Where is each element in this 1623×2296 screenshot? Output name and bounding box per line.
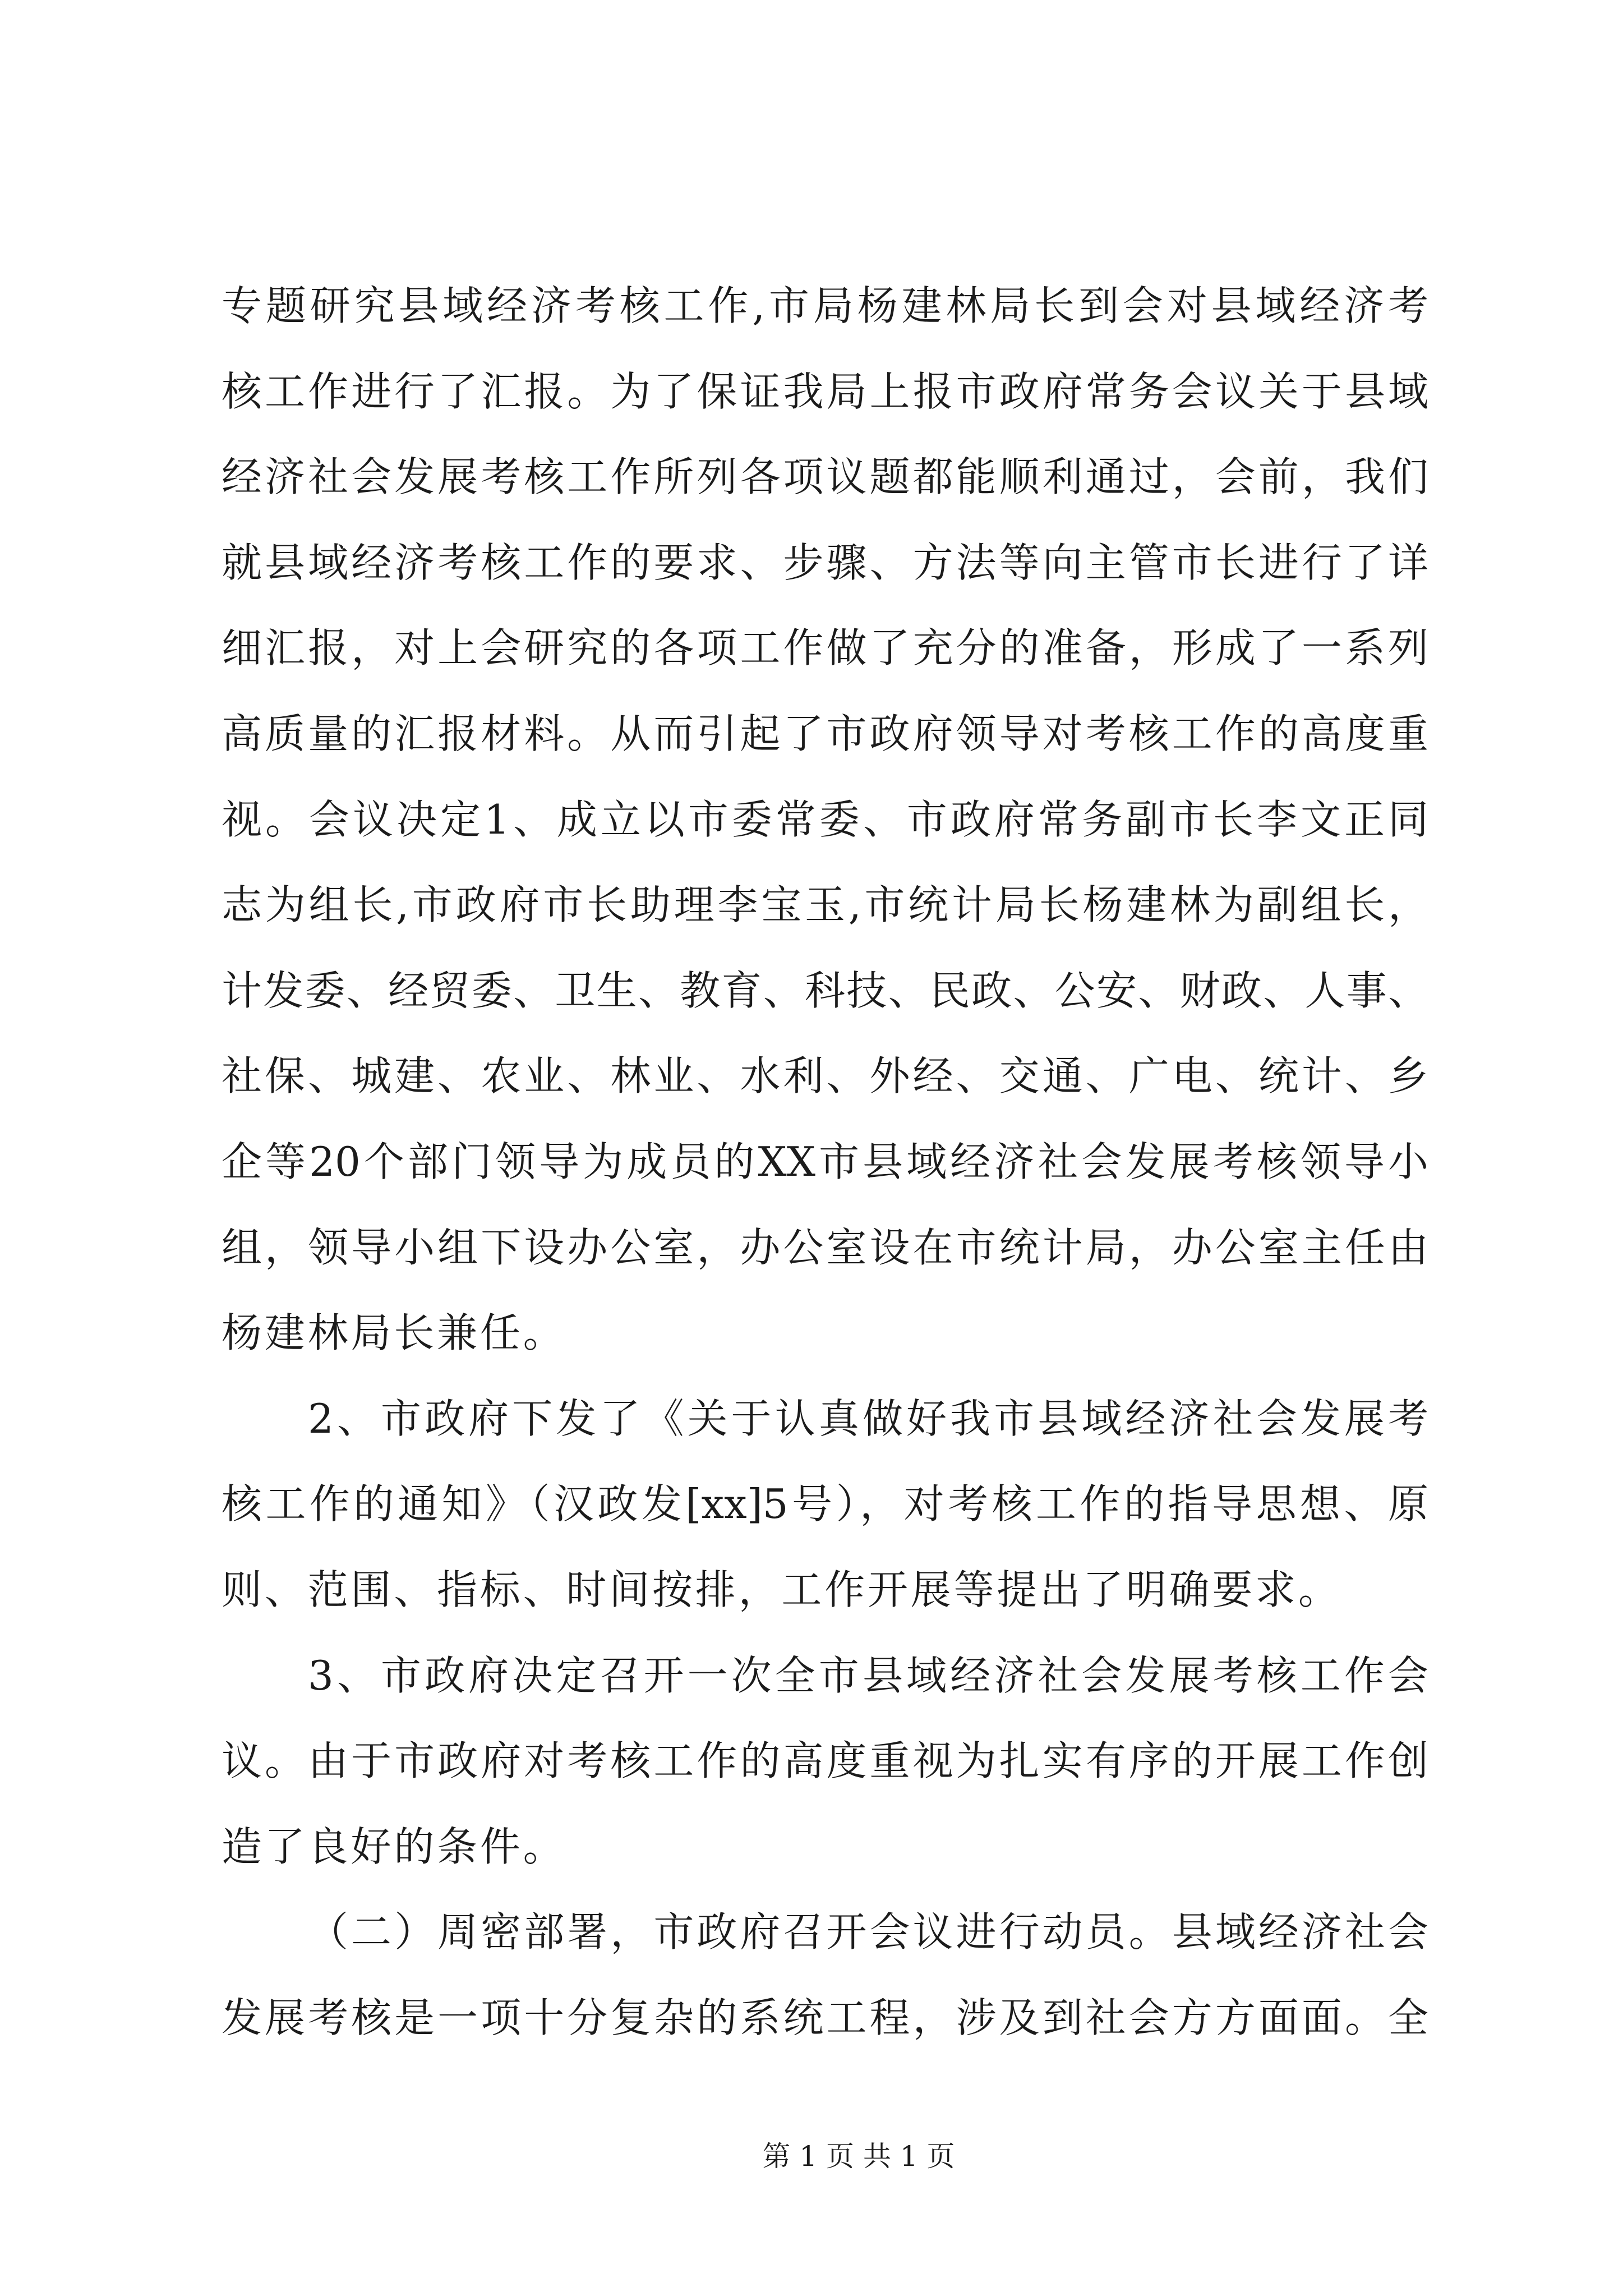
document-body [222,263,1428,2060]
text-line: 经济社会发展考核工作所列各项议题都能顺利通过，会前，我们 [222,453,1428,501]
text-line: 企等20个部门领导为成员的XX市县域经济社会发展考核领导小 [222,1138,1428,1185]
text-line: 计发委、经贸委、卫生、教育、科技、民政、公安、财政、人事、 [222,967,1428,1014]
text-line: 组，领导小组下设办公室，办公室设在市统计局，办公室主任由 [222,1223,1428,1271]
text-line: 高质量的汇报材料。从而引起了市政府领导对考核工作的高度重 [222,710,1428,757]
paragraph [222,1889,1428,2060]
text-line: 就县域经济考核工作的要求、步骤、方法等向主管市长进行了详 [222,539,1428,586]
text-line: 核工作进行了汇报。为了保证我局上报市政府常务会议关于县域 [222,367,1428,415]
paragraph [222,1376,1428,1633]
text-line: 专题研究县域经济考核工作,市局杨建林局长到会对县域经济考 [222,282,1428,329]
text-line: 细汇报，对上会研究的各项工作做了充分的准备，形成了一系列 [222,624,1428,672]
text-line: 志为组长,市政府市长助理李宝玉,市统计局长杨建林为副组长， [222,881,1428,929]
paragraph [222,1633,1428,1890]
text-line: 则、范围、指标、时间按排，工作开展等提出了明确要求。 [222,1566,1341,1613]
text-line: 视。会议决定1、成立以市委常委、市政府常务副市长李文正同 [222,795,1428,843]
text-line: 3、市政府决定召开一次全市县域经济社会发展考核工作会 [308,1651,1428,1699]
text-line: 议。由于市政府对考核工作的高度重视为扎实有序的开展工作创 [222,1737,1428,1785]
text-line: 社保、城建、农业、林业、水利、外经、交通、广电、统计、乡 [222,1052,1428,1100]
page-footer: 第 1 页 共 1 页 [762,2140,955,2173]
text-line: 造了良好的条件。 [222,1823,566,1870]
paragraph [222,263,1428,1376]
text-line: （二）周密部署，市政府召开会议进行动员。县域经济社会 [308,1908,1428,1956]
text-line: 杨建林局长兼任。 [222,1309,566,1357]
text-line: 发展考核是一项十分复杂的系统工程，涉及到社会方方面面。全 [222,1994,1428,2041]
text-line: 2、市政府下发了《关于认真做好我市县域经济社会发展考 [308,1395,1428,1442]
text-line: 核工作的通知》（汉政发[xx]5号），对考核工作的指导思想、原 [222,1480,1428,1528]
